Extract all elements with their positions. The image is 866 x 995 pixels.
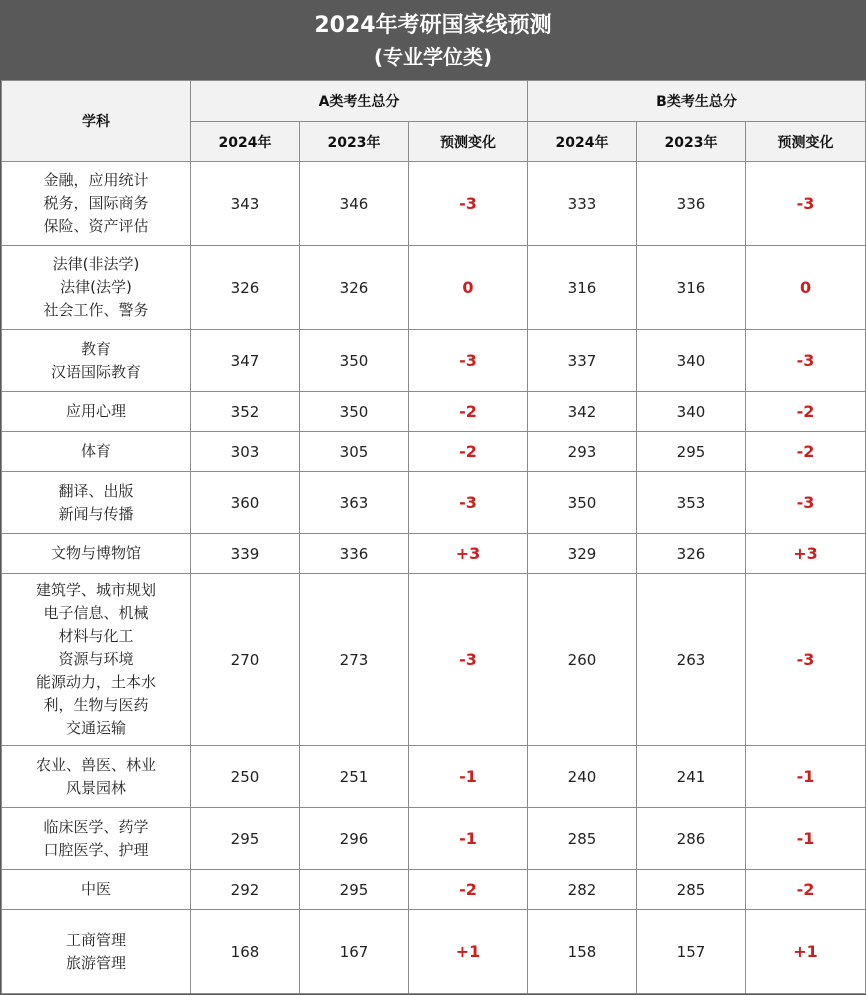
header-group-a: A类考生总分: [191, 81, 528, 122]
subject-cell: [2, 330, 191, 392]
subject-line: 资源与环境: [58, 650, 134, 668]
title-bar: [1, 1, 865, 80]
a-2023-cell: 305: [300, 432, 409, 472]
a-2024-cell: 295: [191, 808, 300, 870]
b-2024-cell: 285: [528, 808, 637, 870]
subject-line: 税务，国际商务: [43, 194, 149, 212]
b-change-cell: 0: [746, 246, 866, 330]
b-change-cell: -3: [746, 330, 866, 392]
subject-line: 旅游管理: [65, 953, 126, 972]
b-change-cell: -3: [746, 574, 866, 746]
b-change-cell: -1: [746, 746, 866, 808]
table-row: [2, 392, 866, 432]
table-row: [2, 746, 866, 808]
b-change-cell: -3: [746, 472, 866, 534]
b-2024-cell: 350: [528, 472, 637, 534]
table-row: [2, 534, 866, 574]
a-change-cell: -1: [409, 808, 528, 870]
table-row: [2, 162, 866, 246]
b-change-cell: -2: [746, 432, 866, 472]
subject-cell: [2, 432, 191, 472]
table-body: [2, 162, 866, 994]
subject-line: 中医: [80, 880, 111, 898]
subject-line: 法律(法学): [60, 278, 132, 296]
a-change-cell: -2: [409, 432, 528, 472]
a-2023-cell: 296: [300, 808, 409, 870]
a-2023-cell: 336: [300, 534, 409, 574]
a-2023-cell: 346: [300, 162, 409, 246]
b-2024-cell: 293: [528, 432, 637, 472]
score-table: [1, 80, 866, 994]
header-b-2024: 2024年: [528, 122, 637, 162]
subject-line: 利，生物与医药: [43, 696, 149, 714]
subject-cell: [2, 574, 191, 746]
a-change-cell: -1: [409, 746, 528, 808]
a-change-cell: -2: [409, 870, 528, 910]
b-2024-cell: 333: [528, 162, 637, 246]
a-change-cell: 0: [409, 246, 528, 330]
b-2024-cell: 342: [528, 392, 637, 432]
subject-line: 交通运输: [65, 719, 126, 737]
subject-line: 教育: [80, 339, 111, 358]
a-2023-cell: 273: [300, 574, 409, 746]
subject-line: 法律(非法学): [52, 255, 140, 273]
table-row: [2, 574, 866, 746]
subject-line: 建筑学、城市规划: [35, 581, 156, 599]
a-2024-cell: 326: [191, 246, 300, 330]
a-2024-cell: 250: [191, 746, 300, 808]
b-change-cell: +1: [746, 910, 866, 994]
header-group-b: B类考生总分: [528, 81, 866, 122]
b-2023-cell: 295: [637, 432, 746, 472]
header-a-2023: 2023年: [300, 122, 409, 162]
subject-line: 风景园林: [65, 778, 126, 797]
subject-cell: [2, 246, 191, 330]
subject-line: 农业、兽医、林业: [35, 755, 156, 774]
b-2023-cell: 353: [637, 472, 746, 534]
header-a-change: 预测变化: [409, 122, 528, 162]
subject-cell: [2, 808, 191, 870]
a-2024-cell: 168: [191, 910, 300, 994]
b-2023-cell: 285: [637, 870, 746, 910]
page-subtitle: (专业学位类): [373, 44, 493, 69]
a-2023-cell: 350: [300, 330, 409, 392]
a-2023-cell: 350: [300, 392, 409, 432]
b-2024-cell: 329: [528, 534, 637, 574]
table-row: [2, 472, 866, 534]
table-row: [2, 246, 866, 330]
b-2023-cell: 316: [637, 246, 746, 330]
b-2023-cell: 336: [637, 162, 746, 246]
b-change-cell: -2: [746, 870, 866, 910]
subject-cell: [2, 870, 191, 910]
a-2024-cell: 360: [191, 472, 300, 534]
page-title: 2024年考研国家线预测: [314, 12, 552, 38]
subject-line: 应用心理: [65, 402, 126, 420]
table-row: [2, 330, 866, 392]
a-2023-cell: 295: [300, 870, 409, 910]
a-2024-cell: 339: [191, 534, 300, 574]
header-subject: 学科: [2, 81, 191, 162]
a-2023-cell: 326: [300, 246, 409, 330]
b-change-cell: +3: [746, 534, 866, 574]
subject-line: 临床医学、药学: [43, 817, 149, 836]
b-2023-cell: 326: [637, 534, 746, 574]
subject-cell: [2, 392, 191, 432]
a-change-cell: +3: [409, 534, 528, 574]
table-row: [2, 870, 866, 910]
subject-line: 翻译、出版: [58, 481, 134, 500]
b-2024-cell: 282: [528, 870, 637, 910]
b-2024-cell: 240: [528, 746, 637, 808]
subject-cell: [2, 534, 191, 574]
subject-line: 文物与博物馆: [50, 544, 141, 562]
header-b-2023: 2023年: [637, 122, 746, 162]
b-2023-cell: 340: [637, 392, 746, 432]
a-change-cell: +1: [409, 910, 528, 994]
subject-line: 材料与化工: [58, 627, 134, 645]
b-2023-cell: 286: [637, 808, 746, 870]
b-2023-cell: 241: [637, 746, 746, 808]
subject-line: 能源动力，土本水: [35, 673, 156, 691]
b-2023-cell: 157: [637, 910, 746, 994]
a-2023-cell: 251: [300, 746, 409, 808]
a-2024-cell: 270: [191, 574, 300, 746]
subject-line: 金融，应用统计: [43, 171, 149, 189]
b-change-cell: -1: [746, 808, 866, 870]
subject-cell: [2, 472, 191, 534]
a-change-cell: -3: [409, 472, 528, 534]
a-change-cell: -2: [409, 392, 528, 432]
a-2024-cell: 352: [191, 392, 300, 432]
subject-line: 保险、资产评估: [43, 217, 149, 235]
a-change-cell: -3: [409, 330, 528, 392]
subject-line: 体育: [80, 442, 111, 460]
b-2023-cell: 340: [637, 330, 746, 392]
subject-line: 口腔医学、护理: [43, 840, 149, 859]
table-row: [2, 808, 866, 870]
a-change-cell: -3: [409, 162, 528, 246]
b-2024-cell: 158: [528, 910, 637, 994]
subject-cell: [2, 910, 191, 994]
table-row: [2, 910, 866, 994]
subject-line: 工商管理: [65, 930, 126, 949]
subject-line: 汉语国际教育: [50, 362, 141, 381]
b-2023-cell: 263: [637, 574, 746, 746]
b-2024-cell: 260: [528, 574, 637, 746]
subject-line: 新闻与传播: [58, 504, 134, 523]
a-2024-cell: 292: [191, 870, 300, 910]
header-a-2024: 2024年: [191, 122, 300, 162]
a-2023-cell: 363: [300, 472, 409, 534]
a-2024-cell: 303: [191, 432, 300, 472]
a-change-cell: -3: [409, 574, 528, 746]
subject-cell: [2, 162, 191, 246]
subject-line: 电子信息、机械: [43, 604, 149, 622]
header-b-change: 预测变化: [746, 122, 866, 162]
subject-line: 社会工作、警务: [43, 301, 149, 319]
b-change-cell: -2: [746, 392, 866, 432]
subject-cell: [2, 746, 191, 808]
b-change-cell: -3: [746, 162, 866, 246]
b-2024-cell: 337: [528, 330, 637, 392]
a-2024-cell: 343: [191, 162, 300, 246]
a-2024-cell: 347: [191, 330, 300, 392]
a-2023-cell: 167: [300, 910, 409, 994]
table-row: [2, 432, 866, 472]
b-2024-cell: 316: [528, 246, 637, 330]
